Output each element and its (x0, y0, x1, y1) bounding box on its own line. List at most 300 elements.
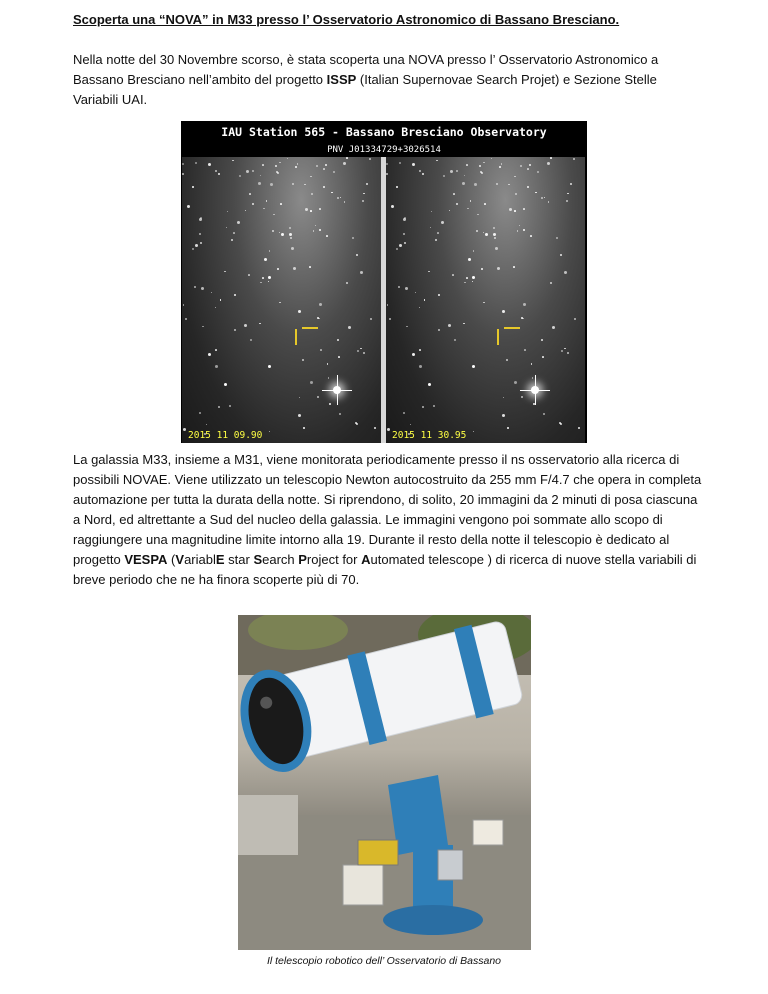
star (211, 292, 213, 294)
star (428, 271, 430, 273)
bold-text-run: ISSP (326, 72, 357, 87)
star (315, 225, 317, 227)
bold-text-run: V (175, 552, 185, 567)
star (564, 348, 566, 350)
star (266, 200, 268, 202)
star (227, 211, 229, 213)
star (550, 282, 552, 284)
star (403, 233, 405, 235)
text-run: utomated telescope ) di ricerca di nuove stella variabili di breve periodo che ne ha finora scoperte più di 70. (73, 552, 697, 587)
star (398, 286, 400, 288)
date-stamp-left: 2015 11 09.90 (188, 430, 263, 441)
star (290, 237, 292, 239)
star (399, 244, 402, 247)
star (405, 287, 408, 290)
star (363, 352, 365, 354)
star (333, 171, 335, 173)
star (419, 307, 421, 309)
star (292, 183, 294, 185)
star (208, 163, 211, 166)
star (514, 381, 517, 384)
star (523, 303, 526, 306)
star (535, 192, 537, 194)
star (328, 377, 330, 379)
text-run: ariabl (184, 552, 216, 567)
star (331, 192, 333, 194)
star (396, 186, 398, 188)
star (245, 210, 247, 212)
star (215, 307, 217, 309)
star (529, 164, 531, 166)
star (503, 397, 505, 399)
date-stamp-right: 2015 11 30.95 (392, 430, 467, 441)
star (195, 162, 197, 164)
star (231, 239, 233, 241)
star (215, 170, 217, 172)
star (419, 349, 421, 351)
star (517, 230, 519, 232)
star (252, 170, 254, 172)
star (249, 193, 251, 195)
nova-marker-horizontal (504, 327, 520, 329)
star (422, 173, 424, 175)
star (428, 383, 431, 386)
star (195, 244, 198, 247)
star (200, 217, 202, 219)
star (239, 175, 241, 177)
star (260, 175, 262, 177)
star (497, 267, 500, 270)
document-title: Scoperta una “NOVA” in M33 presso l’ Osservatorio Astronomico di Bassano Bresciano. (73, 12, 620, 27)
star (527, 168, 529, 170)
star (412, 163, 415, 166)
star (570, 183, 572, 185)
star (201, 287, 204, 290)
star (499, 166, 501, 168)
starfield-right (386, 157, 585, 443)
star (310, 381, 313, 384)
star (452, 274, 454, 276)
star (289, 233, 292, 236)
star (386, 173, 388, 175)
star (260, 282, 262, 284)
star (491, 158, 493, 160)
star (474, 183, 477, 186)
star (259, 323, 261, 325)
star (472, 365, 475, 368)
star (438, 294, 440, 296)
star (483, 302, 485, 304)
star (484, 203, 486, 205)
star (202, 326, 204, 328)
star (356, 423, 358, 425)
star (556, 237, 558, 239)
star (431, 211, 433, 213)
star (287, 158, 289, 160)
star (520, 165, 522, 167)
star (268, 365, 271, 368)
star (513, 266, 515, 268)
star (192, 248, 194, 250)
star (262, 164, 264, 166)
bold-text-run: P (298, 552, 307, 567)
star (295, 166, 297, 168)
star (502, 414, 505, 417)
star (263, 208, 265, 210)
star (234, 294, 236, 296)
star (279, 232, 281, 234)
star (319, 229, 321, 231)
star (404, 242, 406, 244)
star (410, 424, 412, 426)
star (303, 427, 305, 429)
star (548, 201, 550, 203)
star (304, 184, 306, 186)
star (370, 318, 372, 320)
star (502, 310, 505, 313)
star (567, 193, 569, 195)
star (495, 247, 498, 250)
text-run: star (224, 552, 254, 567)
star (507, 427, 509, 429)
star (523, 208, 525, 210)
star (454, 339, 456, 341)
star (567, 352, 569, 354)
star (317, 396, 319, 398)
star (360, 348, 362, 350)
star (481, 268, 483, 270)
star (360, 271, 363, 274)
star (437, 232, 439, 234)
star (339, 413, 341, 415)
star (547, 162, 550, 165)
star (472, 281, 474, 283)
star (346, 282, 348, 284)
star (506, 359, 508, 361)
star (433, 405, 435, 407)
star (406, 326, 408, 328)
star (366, 183, 368, 185)
star (310, 210, 312, 212)
star (537, 171, 539, 173)
starfield-left (182, 157, 381, 443)
star (277, 268, 279, 270)
star (280, 203, 282, 205)
star (323, 168, 325, 170)
star (494, 237, 496, 239)
star (226, 227, 228, 229)
star (521, 317, 523, 319)
star (183, 304, 185, 306)
star (340, 197, 342, 199)
star (396, 248, 398, 250)
star (456, 203, 458, 205)
star (532, 377, 534, 379)
object-id-label: PNV J01334729+3026514 (327, 145, 441, 155)
star (374, 427, 376, 429)
star (258, 182, 261, 185)
star (246, 170, 249, 173)
star (275, 165, 277, 167)
star (297, 163, 299, 165)
star (310, 176, 312, 178)
telescope-illustration (238, 615, 531, 950)
star (185, 318, 187, 320)
star (237, 221, 240, 224)
star (514, 210, 516, 212)
star (552, 326, 555, 329)
star (436, 160, 438, 162)
star (485, 233, 488, 236)
star (464, 282, 466, 284)
star (473, 250, 475, 252)
star (348, 326, 351, 329)
star (356, 254, 358, 256)
star (244, 324, 247, 327)
bold-text-run: VESPA (124, 552, 168, 567)
star (298, 414, 301, 417)
star (293, 267, 296, 270)
star (319, 303, 322, 306)
star (541, 339, 543, 341)
star (441, 221, 444, 224)
star (389, 318, 391, 320)
star (560, 254, 562, 256)
star (564, 271, 567, 274)
star (182, 173, 184, 175)
star (531, 363, 533, 365)
star (269, 250, 271, 252)
body-paragraph (73, 450, 703, 590)
telescope-photo (238, 615, 531, 950)
star (323, 186, 325, 188)
star (311, 193, 313, 195)
text-run: La galassia M33, insieme a M31, viene monitorata periodicamente presso il ns osservatorio alla ricerca di possibili NOVAE. Viene utilizzato un telescopio Newton autocostruito da 255 mm F/4.7 che opera in completa automazione per tutta la durata della notte. Si riprendono, di solito, 20 immagini da 2 minuti di posa ciascuna a Nord, ed altrettante a Sud del nucleo della galassia. Le immagini vengono poi sommate allo scopo di raggiungere una magnitudine limite intorno alla 19. Durante il resto della notte il telescopio è dedicato al progetto (73, 452, 702, 567)
star (462, 182, 465, 185)
star (270, 183, 273, 186)
star (476, 230, 478, 232)
star (514, 176, 516, 178)
star (464, 175, 466, 177)
text-run: earch (262, 552, 299, 567)
star (521, 396, 523, 398)
star (298, 310, 301, 313)
star (220, 299, 222, 301)
star (403, 412, 405, 414)
star (208, 353, 211, 356)
star (215, 365, 218, 368)
star (424, 299, 426, 301)
star (248, 274, 250, 276)
star (343, 162, 346, 165)
star (466, 277, 468, 279)
star (352, 237, 354, 239)
star (412, 353, 415, 356)
text-run: (Italian Supernovae Search Projet) e Sezione Stelle Variabili UAI. (73, 72, 657, 107)
star (229, 405, 231, 407)
star (387, 304, 389, 306)
star (363, 193, 365, 195)
star (483, 162, 485, 164)
star (319, 208, 321, 210)
star (218, 406, 220, 408)
star (430, 227, 432, 229)
star (183, 428, 186, 431)
star (419, 365, 422, 368)
star (302, 359, 304, 361)
star (566, 200, 568, 202)
star (199, 233, 201, 235)
star (450, 170, 453, 173)
star (387, 428, 390, 431)
star (468, 258, 471, 261)
star (419, 170, 421, 172)
star (224, 271, 226, 273)
star (523, 229, 525, 231)
photo-caption: Il telescopio robotico dell’ Osservatorio di Bassano (266, 955, 502, 967)
star (305, 208, 308, 211)
bright-star (531, 386, 539, 394)
star (483, 232, 485, 234)
star (524, 349, 526, 351)
star (399, 162, 401, 164)
star (272, 230, 274, 232)
star (326, 235, 328, 237)
star (281, 233, 284, 236)
star (456, 170, 458, 172)
star (472, 276, 475, 279)
star (477, 214, 479, 216)
star (470, 200, 472, 202)
star (338, 356, 340, 358)
star (273, 214, 275, 216)
star (435, 239, 437, 241)
star (560, 423, 562, 425)
star (344, 201, 346, 203)
star (200, 242, 202, 244)
text-run: ( (167, 552, 176, 567)
star (493, 233, 496, 236)
star (386, 163, 388, 165)
star (269, 431, 271, 433)
star (473, 431, 475, 433)
star (320, 349, 322, 351)
nova-marker-vertical (497, 329, 499, 345)
star (542, 356, 544, 358)
star (268, 276, 271, 279)
star (496, 183, 498, 185)
nova-marker-vertical (295, 329, 297, 345)
star (233, 232, 235, 234)
star (224, 383, 227, 386)
star (327, 363, 329, 365)
intro-paragraph (73, 50, 703, 110)
star (218, 173, 220, 175)
star (299, 397, 301, 399)
star (206, 424, 208, 426)
star (415, 292, 417, 294)
star (291, 247, 294, 250)
star (438, 329, 440, 331)
bright-star (333, 386, 341, 394)
star (317, 317, 319, 319)
star (404, 217, 406, 219)
star (508, 184, 510, 186)
star (369, 158, 371, 160)
star (194, 286, 196, 288)
text-run: Nella notte del 30 Novembre scorso, è stata scoperta una NOVA presso l’ Osservatorio Astronomico a Bassano Bresciano nell’ambito del progetto (73, 52, 659, 87)
star (199, 412, 201, 414)
star (466, 164, 468, 166)
star (215, 349, 217, 351)
star (463, 323, 465, 325)
m33-comparison-image (181, 121, 587, 443)
star (346, 157, 348, 159)
star (422, 406, 424, 408)
star (509, 208, 512, 211)
text-run: roject for (306, 552, 362, 567)
star (268, 281, 270, 283)
star (449, 210, 451, 212)
star (467, 208, 469, 210)
star (391, 205, 394, 208)
star (530, 235, 532, 237)
star (182, 163, 184, 165)
star (337, 339, 339, 341)
star (252, 203, 254, 205)
star (561, 350, 563, 352)
star (527, 186, 529, 188)
star (493, 227, 495, 229)
star (232, 160, 234, 162)
star (250, 339, 252, 341)
star (448, 324, 451, 327)
star (264, 258, 267, 261)
star (262, 277, 264, 279)
star (573, 158, 575, 160)
star (289, 227, 291, 229)
star (515, 193, 517, 195)
bold-text-run: S (253, 552, 263, 567)
star (519, 225, 521, 227)
star (501, 163, 503, 165)
star (544, 197, 546, 199)
star (578, 427, 580, 429)
observatory-header: IAU Station 565 - Bassano Bresciano Observatory (221, 125, 547, 139)
nova-marker-horizontal (302, 327, 318, 329)
star (309, 266, 311, 268)
star (192, 186, 194, 188)
star (362, 200, 364, 202)
star (479, 165, 481, 167)
star (543, 413, 545, 415)
star (453, 193, 455, 195)
star (325, 164, 327, 166)
bold-text-run: A (361, 552, 371, 567)
star (329, 403, 331, 405)
star (550, 157, 552, 159)
star (279, 302, 281, 304)
star (279, 162, 281, 164)
star (443, 175, 445, 177)
star (187, 205, 190, 208)
star (574, 318, 576, 320)
star (316, 165, 318, 167)
bold-text-run: E (215, 552, 225, 567)
star (313, 230, 315, 232)
star (234, 329, 236, 331)
star (357, 350, 359, 352)
